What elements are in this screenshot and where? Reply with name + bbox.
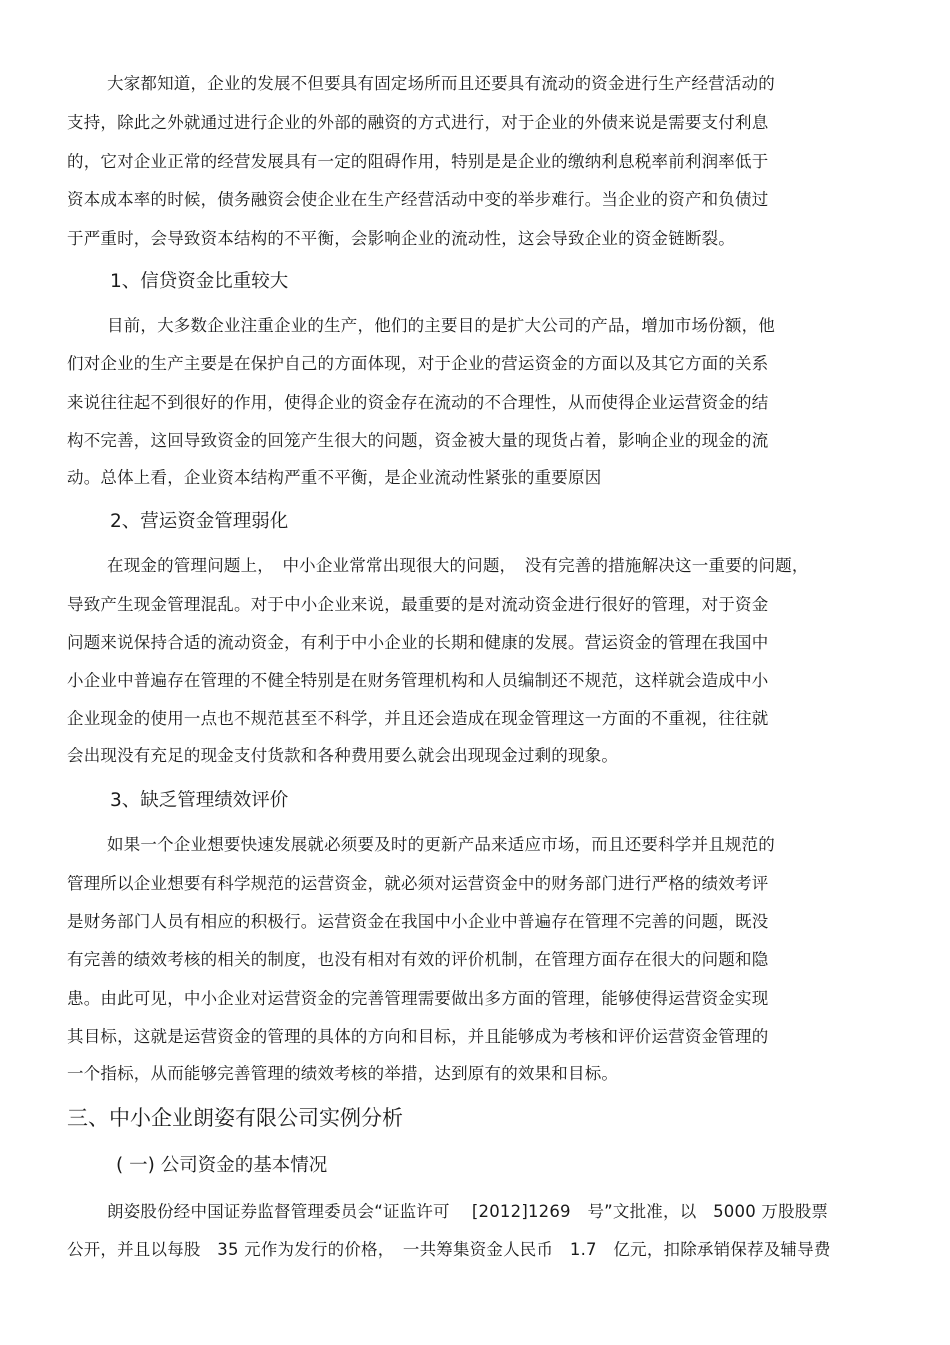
paragraph-2-line-2: 们对企业的生产主要是在保护自己的方面体现，对于企业的营运资金的方面以及其它方面的关系 xyxy=(67,354,769,373)
subsection-title: ( 一) 公司资金的基本情况 xyxy=(116,1155,328,1176)
paragraph-2-line-5: 动。总体上看，企业资本结构严重不平衡，是企业流动性紧张的重要原因 xyxy=(67,468,602,487)
paragraph-3-line-2: 导致产生现金管理混乱。对于中小企业来说，最重要的是对流动资金进行很好的管理，对于资金 xyxy=(67,595,769,614)
heading-working-capital: 2、营运资金管理弱化 xyxy=(110,511,289,532)
paragraph-5-line-2: 公开，并且以每股 35 元作为发行的价格， 一共筹集资金人民币 1.7 亿元，扣除承销保荐及辅导费 xyxy=(67,1240,831,1259)
paragraph-2-line-3: 来说往往起不到很好的作用，使得企业的资金存在流动的不合理性，从而使得企业运营资金的结 xyxy=(67,393,769,412)
paragraph-1-line-4: 资本成本率的时候，债务融资会使企业在生产经营活动中变的举步难行。当企业的资产和负债过 xyxy=(67,190,769,209)
paragraph-4-line-6: 其目标，这就是运营资金的管理的具体的方向和目标，并且能够成为考核和评价运营资金管理的 xyxy=(67,1027,769,1046)
paragraph-4-line-1: 如果一个企业想要快速发展就必须要及时的更新产品来适应市场，而且还要科学并且规范的 xyxy=(107,835,775,854)
paragraph-3-line-6: 会出现没有充足的现金支付货款和各种费用要么就会出现现金过剩的现象。 xyxy=(67,746,619,765)
paragraph-4-line-2: 管理所以企业想要有科学规范的运营资金，就必须对运营资金中的财务部门进行严格的绩效考评 xyxy=(67,874,769,893)
paragraph-1-line-2: 支持，除此之外就通过进行企业的外部的融资的方式进行，对于企业的外债来说是需要支付利息 xyxy=(67,113,769,132)
paragraph-4-line-7: 一个指标，从而能够完善管理的绩效考核的举措，达到原有的效果和目标。 xyxy=(67,1064,619,1083)
paragraph-1-line-5: 于严重时，会导致资本结构的不平衡，会影响企业的流动性，这会导致企业的资金链断裂。 xyxy=(67,229,735,248)
paragraph-3-line-4: 小企业中普遍存在管理的不健全特别是在财务管理机构和人员编制还不规范，这样就会造成中小 xyxy=(67,671,769,690)
paragraph-4-line-5: 患。由此可见，中小企业对运营资金的完善管理需要做出多方面的管理，能够使得运营资金实现 xyxy=(67,989,769,1008)
paragraph-2-line-1: 目前，大多数企业注重企业的生产，他们的主要目的是扩大公司的产品，增加市场份额，他 xyxy=(107,316,775,335)
paragraph-5-line-1: 朗姿股份经中国证券监督管理委员会“证监许可 [2012]1269 号”文批准，以 5000 万股股票 xyxy=(107,1202,829,1221)
paragraph-3-line-5: 企业现金的使用一点也不规范甚至不科学，并且还会造成在现金管理这一方面的不重视，往往就 xyxy=(67,709,769,728)
paragraph-4-line-3: 是财务部门人员有相应的积极行。运营资金在我国中小企业中普遍存在管理不完善的问题，既没 xyxy=(67,912,769,931)
section-title: 三、中小企业朗姿有限公司实例分析 xyxy=(67,1106,403,1130)
paragraph-3-line-3: 问题来说保持合适的流动资金，有利于中小企业的长期和健康的发展。营运资金的管理在我国中 xyxy=(67,633,769,652)
paragraph-2-line-4: 构不完善，这回导致资金的回笼产生很大的问题，资金被大量的现货占着，影响企业的现金的流 xyxy=(67,431,769,450)
paragraph-4-line-4: 有完善的绩效考核的相关的制度，也没有相对有效的评价机制，在管理方面存在很大的问题和隐 xyxy=(67,950,769,969)
heading-performance-evaluation: 3、缺乏管理绩效评价 xyxy=(110,790,289,811)
heading-credit-funds: 1、信贷资金比重较大 xyxy=(110,271,289,292)
paragraph-1-line-1: 大家都知道，企业的发展不但要具有固定场所而且还要具有流动的资金进行生产经营活动的 xyxy=(107,74,775,93)
paragraph-3-line-1: 在现金的管理问题上， 中小企业常常出现很大的问题， 没有完善的措施解决这一重要的问题， xyxy=(107,556,809,575)
paragraph-1-line-3: 的，它对企业正常的经营发展具有一定的阻碍作用，特别是是企业的缴纳利息税率前利润率低于 xyxy=(67,152,769,171)
